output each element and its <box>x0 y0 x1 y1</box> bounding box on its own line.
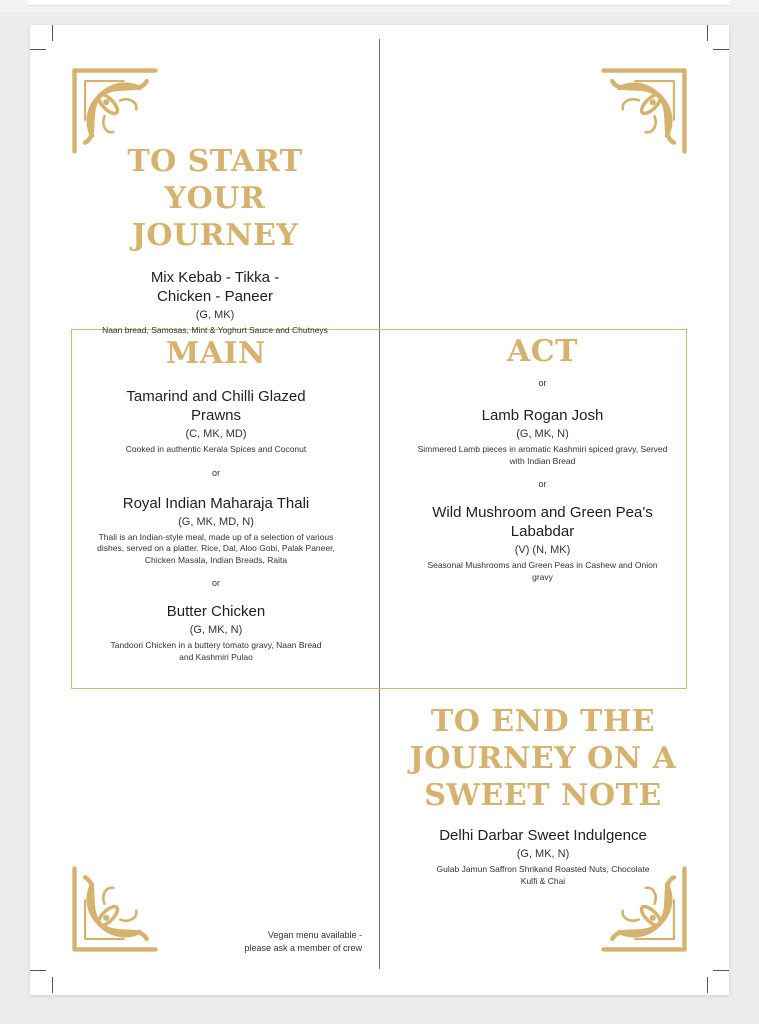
menu-item-name: Tamarind and Chilli Glazed Prawns <box>126 388 306 424</box>
menu-item-description: Cooked in authentic Kerala Spices and Coconut <box>125 444 307 454</box>
or-separator: or <box>538 479 547 489</box>
dessert-heading <box>408 703 678 814</box>
dessert-section <box>408 703 678 887</box>
main-right-column <box>410 333 675 583</box>
menu-page <box>30 25 729 995</box>
starter-section <box>80 143 350 337</box>
or-separator: or <box>538 378 547 388</box>
menu-item-description: Gulab Jamun Saffron Shrikand Roasted Nuts, Chocolate Kulfi & Chai <box>436 864 650 886</box>
menu-item-name: Delhi Darbar Sweet Indulgence <box>439 827 647 844</box>
dessert-heading-line: TO END THE <box>430 704 656 739</box>
menu-item-name: Wild Mushroom and Green Pea's Lababdar <box>432 504 653 540</box>
top-page-strip <box>0 0 759 12</box>
allergen-codes: (G, MK, N) <box>189 624 243 636</box>
starter-heading-line: YOUR JOURNEY <box>131 181 299 253</box>
vegan-menu-note <box>200 929 362 955</box>
allergen-codes: (V) (N, MK) <box>514 544 571 556</box>
allergen-codes: (G, MK, N) <box>516 428 569 440</box>
vegan-note-line: please ask a member of crew <box>244 943 362 953</box>
allergen-codes: (G, MK, MD, N) <box>178 515 254 528</box>
dessert-heading-line: SWEET NOTE <box>424 778 662 813</box>
menu-item-name: Butter Chicken <box>166 603 266 620</box>
crop-mark <box>52 25 53 41</box>
menu-item-name: Lamb Rogan Josh <box>481 407 604 424</box>
crop-mark <box>707 977 708 993</box>
corner-ornament-icon <box>600 67 688 155</box>
or-separator: or <box>211 467 220 478</box>
crop-mark <box>713 49 729 50</box>
crop-mark <box>713 970 729 971</box>
or-separator: or <box>211 578 220 588</box>
menu-item-name: Royal Indian Maharaja Thali <box>122 494 310 512</box>
menu-item-description: Tandoori Chicken in a buttery tomato gravy, Naan Bread and Kashmiri Pulao <box>110 640 322 662</box>
allergen-codes: (C, MK, MD) <box>185 428 247 440</box>
act-heading: ACT <box>507 334 578 369</box>
menu-item-description: Simmered Lamb pieces in aromatic Kashmiri spiced gravy, Served with Indian Bread <box>417 444 668 466</box>
main-heading: MAIN <box>166 336 266 371</box>
main-left-column <box>86 335 346 663</box>
menu-item-name-line: Chicken - Paneer <box>157 288 273 305</box>
crop-mark <box>52 977 53 993</box>
menu-item-description: Naan bread, Samosas, Mint & Yoghurt Sauce and Chutneys <box>102 325 328 335</box>
menu-item-description: Seasonal Mushrooms and Green Peas in Cashew and Onion gravy <box>427 560 658 582</box>
corner-ornament-icon <box>71 865 159 953</box>
allergen-codes: (G, MK) <box>195 309 235 321</box>
crop-mark <box>30 49 46 50</box>
menu-item-name <box>80 268 350 306</box>
starter-heading <box>80 143 350 254</box>
dessert-heading-line: JOURNEY ON A <box>409 741 677 776</box>
menu-item-name-line: Mix Kebab - Tikka - <box>150 269 280 286</box>
crop-mark <box>707 25 708 41</box>
corner-ornament-icon <box>71 67 159 155</box>
crop-mark <box>30 970 46 971</box>
allergen-codes: (G, MK, N) <box>516 848 570 860</box>
menu-item-description: Thali is an Indian-style meal, made up of a selection of various dishes, served on a platter. Rice, Dal, Aloo Gobi, Palak Paneer, Chicken Masala, Indian Breads, Raita <box>97 531 335 565</box>
vegan-note-line: Vegan menu available - <box>267 930 362 940</box>
starter-heading-line: TO START <box>127 144 303 179</box>
